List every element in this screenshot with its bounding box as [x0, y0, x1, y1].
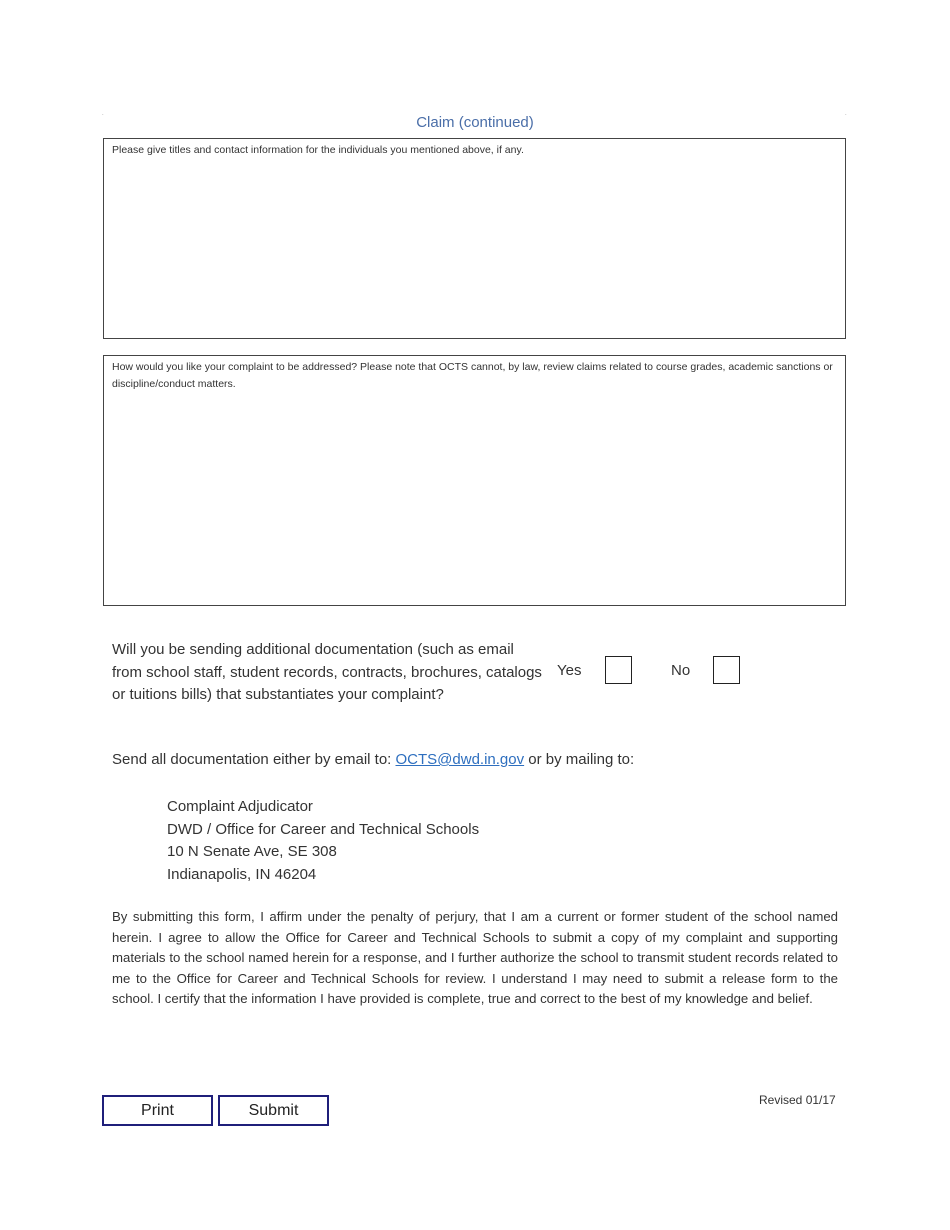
send-instructions-suffix: or by mailing to:: [524, 751, 635, 768]
yes-checkbox[interactable]: [605, 656, 632, 684]
contacts-field-input[interactable]: [104, 159, 845, 335]
send-instructions-prefix: Send all documentation either by email to:: [112, 751, 396, 768]
resolution-field-input[interactable]: [104, 393, 845, 603]
no-checkbox[interactable]: [713, 656, 740, 684]
contacts-field-prompt: Please give titles and contact information for the individuals you mentioned above, if any.: [112, 144, 524, 156]
address-line-recipient: Complaint Adjudicator: [167, 798, 313, 815]
documentation-question: Will you be sending additional documentation (such as email from school staff, student records, contracts, brochures, catalogs or tuitions bills) that substantiates your complaint?: [112, 641, 542, 703]
address-line-street: 10 N Senate Ave, SE 308: [167, 843, 337, 860]
print-button[interactable]: Print: [102, 1095, 213, 1126]
address-line-city: Indianapolis, IN 46204: [167, 865, 317, 883]
affirmation-statement: By submitting this form, I affirm under the penalty of perjury, that I am a current or former student of the school named herein. I agree to allow the Office for Career and Technical Schools to submit a copy of my complaint and supporting materials to the school named herein for a response, and I further authorize the school to transmit student records related to me to the Office for Career and Technical Schools for review. I understand I may need to submit a release form to the school. I certify that the information I have provided is complete, true and correct to the best of my knowledge and belief.: [112, 909, 838, 1006]
corner-mark-left: .: [102, 111, 104, 117]
resolution-field-box: [103, 355, 846, 606]
yes-label: Yes: [557, 662, 582, 679]
submit-button[interactable]: Submit: [218, 1095, 329, 1126]
send-instructions: [112, 751, 634, 768]
mailing-address: [167, 796, 479, 886]
revision-date: Revised 01/17: [759, 1093, 836, 1107]
section-title: Claim (continued): [416, 114, 534, 131]
no-label: No: [671, 662, 691, 679]
corner-mark-right: .: [845, 111, 847, 117]
contacts-field-box: [103, 138, 846, 339]
email-link[interactable]: OCTS@dwd.in.gov: [395, 751, 525, 768]
resolution-field-prompt: How would you like your complaint to be addressed? Please note that OCTS cannot, by law, review claims related to course grades, academic sanctions or discipline/conduct matters.: [112, 361, 833, 390]
address-line-office: DWD / Office for Career and Technical Schools: [167, 820, 480, 838]
